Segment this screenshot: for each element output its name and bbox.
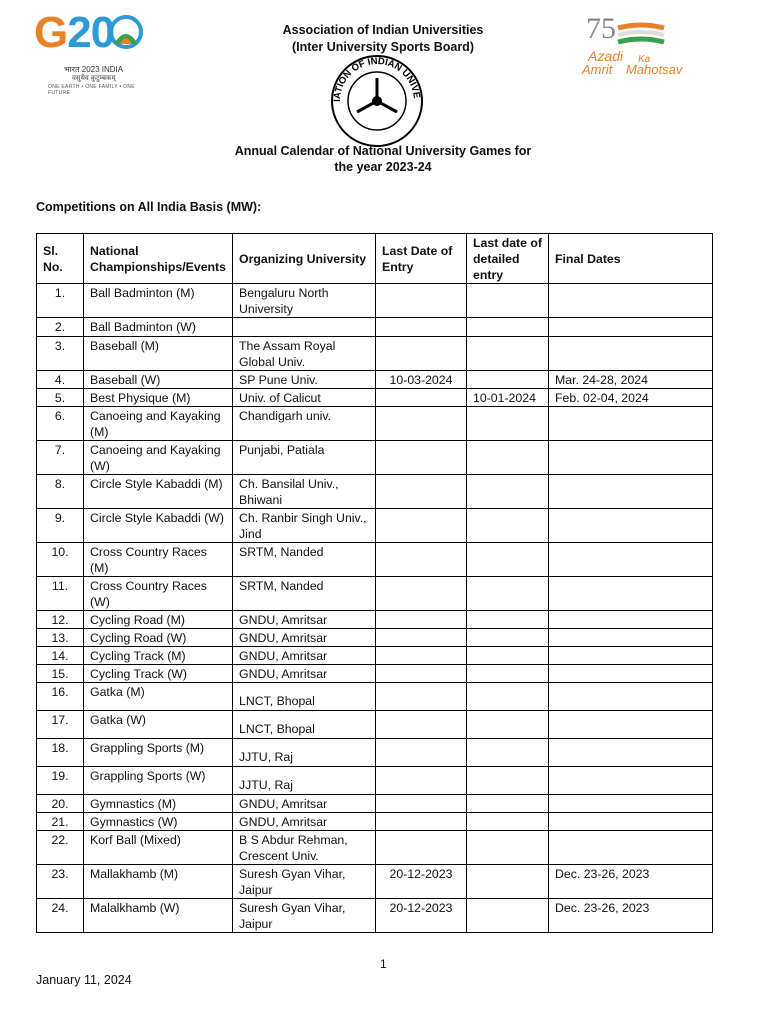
cell-event: Malalkhamb (W) [84,899,233,933]
cell-organizer: Bengaluru North University [233,284,376,318]
cell-event: Circle Style Kabaddi (M) [84,475,233,509]
table-row [37,318,713,337]
table-row [37,795,713,813]
cell-organizer: Punjabi, Patiala [233,441,376,475]
cell-last-date-entry [376,543,467,577]
table-row [37,389,713,407]
table-row [37,577,713,611]
cell-organizer: Ch. Ranbir Singh Univ., Jind [233,509,376,543]
cell-sl-no: 5. [37,389,84,407]
cell-sl-no: 8. [37,475,84,509]
cell-sl-no: 22. [37,831,84,865]
cell-last-date-entry: 20-12-2023 [376,899,467,933]
footer-date: January 11, 2024 [36,973,132,987]
cell-sl-no: 9. [37,509,84,543]
table-row [37,647,713,665]
cell-last-date-detailed [467,543,549,577]
cell-last-date-detailed [467,475,549,509]
cell-last-date-entry [376,441,467,475]
cell-sl-no: 14. [37,647,84,665]
cell-last-date-detailed [467,441,549,475]
cell-event: Korf Ball (Mixed) [84,831,233,865]
cell-last-date-detailed [467,337,549,371]
cell-final-dates [549,813,713,831]
cell-organizer: GNDU, Amritsar [233,611,376,629]
cell-last-date-entry [376,611,467,629]
cell-last-date-entry [376,831,467,865]
table-row [37,337,713,371]
cell-event: Gymnastics (W) [84,813,233,831]
cell-last-date-detailed [467,509,549,543]
cell-last-date-entry: 10-03-2024 [376,371,467,389]
table-row [37,683,713,711]
cell-last-date-detailed [467,665,549,683]
cell-event: Cross Country Races (M) [84,543,233,577]
cell-organizer: B S Abdur Rehman, Crescent Univ. [233,831,376,865]
cell-event: Cycling Road (M) [84,611,233,629]
cell-organizer: Ch. Bansilal Univ., Bhiwani [233,475,376,509]
cell-sl-no: 6. [37,407,84,441]
cell-organizer: SRTM, Nanded [233,577,376,611]
cell-organizer: JJTU, Raj [233,767,376,795]
cell-last-date-detailed [467,318,549,337]
cell-organizer: Suresh Gyan Vihar, Jaipur [233,899,376,933]
cell-sl-no: 11. [37,577,84,611]
cell-last-date-detailed [467,767,549,795]
cell-event: Ball Badminton (W) [84,318,233,337]
cell-final-dates [549,683,713,711]
cell-last-date-detailed [467,795,549,813]
cell-organizer: GNDU, Amritsar [233,795,376,813]
cell-sl-no: 10. [37,543,84,577]
cell-event: Grappling Sports (M) [84,739,233,767]
cell-final-dates: Dec. 23-26, 2023 [549,899,713,933]
svg-text:ASSOCIATION OF INDIAN UNIVERSI: IATION OF INDIAN UNIVE [331,55,422,102]
games-calendar-table [36,233,713,933]
cell-final-dates [549,665,713,683]
cell-last-date-detailed [467,629,549,647]
cell-last-date-detailed [467,284,549,318]
table-row [37,284,713,318]
cell-final-dates [549,611,713,629]
cell-organizer: GNDU, Amritsar [233,647,376,665]
cell-final-dates [549,767,713,795]
cell-last-date-detailed [467,683,549,711]
cell-sl-no: 17. [37,711,84,739]
cell-sl-no: 16. [37,683,84,711]
cell-final-dates [549,795,713,813]
cell-organizer [233,318,376,337]
g20-logo: G20 भारत 2023 INDIA वसुधैव कुटुम्बकम् ONE EARTH • ONE FAMILY • ONE FUTURE [34,8,154,90]
cell-sl-no: 19. [37,767,84,795]
cell-event: Ball Badminton (M) [84,284,233,318]
cell-last-date-detailed [467,711,549,739]
cell-organizer: Univ. of Calicut [233,389,376,407]
cell-final-dates [549,711,713,739]
cell-last-date-entry [376,683,467,711]
table-row [37,665,713,683]
cell-sl-no: 7. [37,441,84,475]
cell-event: Cycling Road (W) [84,629,233,647]
cell-sl-no: 15. [37,665,84,683]
cell-last-date-entry [376,389,467,407]
cell-last-date-entry [376,813,467,831]
cell-sl-no: 24. [37,899,84,933]
cell-last-date-entry [376,647,467,665]
cell-last-date-entry [376,665,467,683]
cell-organizer: GNDU, Amritsar [233,629,376,647]
cell-final-dates [549,284,713,318]
table-row [37,813,713,831]
cell-organizer: SP Pune Univ. [233,371,376,389]
table-row [37,371,713,389]
cell-sl-no: 13. [37,629,84,647]
cell-sl-no: 1. [37,284,84,318]
cell-last-date-entry [376,629,467,647]
cell-last-date-entry [376,577,467,611]
cell-organizer: Chandigarh univ. [233,407,376,441]
cell-organizer: Suresh Gyan Vihar, Jaipur [233,865,376,899]
cell-final-dates [549,543,713,577]
cell-last-date-entry [376,767,467,795]
header-last-date-entry: Last Date of Entry [376,234,467,284]
cell-final-dates [549,475,713,509]
cell-last-date-detailed [467,577,549,611]
table-header-row [37,234,713,284]
flag-stripes-icon [616,22,666,46]
cell-final-dates: Feb. 02-04, 2024 [549,389,713,407]
cell-sl-no: 4. [37,371,84,389]
cell-last-date-detailed [467,647,549,665]
cell-organizer: LNCT, Bhopal [233,683,376,711]
cell-last-date-entry [376,337,467,371]
org-name: Association of Indian Universities [282,23,484,37]
table-row [37,899,713,933]
cell-last-date-detailed [467,371,549,389]
cell-event: Grappling Sports (W) [84,767,233,795]
section-title: Competitions on All India Basis (MW): [36,200,262,214]
seal-emblem-icon [330,54,424,148]
header-final-dates: Final Dates [549,234,713,284]
cell-final-dates [549,407,713,441]
table-row [37,865,713,899]
cell-event: Cycling Track (M) [84,647,233,665]
table-row [37,441,713,475]
cell-last-date-entry [376,284,467,318]
cell-final-dates: Dec. 23-26, 2023 [549,865,713,899]
cell-event: Circle Style Kabaddi (W) [84,509,233,543]
cell-final-dates [549,647,713,665]
cell-organizer: GNDU, Amritsar [233,813,376,831]
cell-last-date-entry [376,509,467,543]
table-row [37,611,713,629]
cell-sl-no: 2. [37,318,84,337]
table-row [37,509,713,543]
cell-last-date-entry: 20-12-2023 [376,865,467,899]
cell-organizer: JJTU, Raj [233,739,376,767]
cell-last-date-detailed [467,865,549,899]
cell-last-date-detailed [467,813,549,831]
cell-final-dates [549,629,713,647]
cell-last-date-detailed [467,899,549,933]
cell-event: Mallakhamb (M) [84,865,233,899]
cell-sl-no: 3. [37,337,84,371]
cell-event: Canoeing and Kayaking (M) [84,407,233,441]
header-last-date-detailed: Last date of detailed entry [467,234,549,284]
cell-organizer: LNCT, Bhopal [233,711,376,739]
cell-last-date-entry [376,795,467,813]
cell-event: Best Physique (M) [84,389,233,407]
cell-event: Baseball (M) [84,337,233,371]
cell-last-date-detailed: 10-01-2024 [467,389,549,407]
cell-final-dates [549,509,713,543]
table-row [37,629,713,647]
cell-event: Gymnastics (M) [84,795,233,813]
calendar-title: Annual Calendar of National University Games for the year 2023-24 [234,144,532,174]
cell-organizer: SRTM, Nanded [233,543,376,577]
cell-sl-no: 20. [37,795,84,813]
cell-event: Cross Country Races (W) [84,577,233,611]
cell-event: Cycling Track (W) [84,665,233,683]
org-subname: (Inter University Sports Board) [292,40,474,54]
cell-last-date-detailed [467,831,549,865]
cell-sl-no: 18. [37,739,84,767]
cell-final-dates [549,577,713,611]
header-event: National Championships/Events [84,234,233,284]
cell-last-date-detailed [467,611,549,629]
cell-last-date-detailed [467,407,549,441]
table-row [37,831,713,865]
cell-sl-no: 12. [37,611,84,629]
table-row [37,543,713,577]
cell-final-dates [549,318,713,337]
cell-last-date-entry [376,711,467,739]
cell-event: Gatka (M) [84,683,233,711]
azadi-ka-amrit-mahotsav-logo: 75 Azadi Ka Amrit Mahotsav [582,12,683,77]
cell-last-date-entry [376,407,467,441]
table-row [37,739,713,767]
table-row [37,475,713,509]
cell-last-date-detailed [467,739,549,767]
cell-final-dates [549,441,713,475]
cell-final-dates [549,739,713,767]
cell-last-date-entry [376,318,467,337]
cell-final-dates: Mar. 24-28, 2024 [549,371,713,389]
aiu-seal-logo [330,54,424,148]
cell-organizer: The Assam Royal Global Univ. [233,337,376,371]
cell-sl-no: 23. [37,865,84,899]
lotus-globe-icon [106,14,146,54]
cell-organizer: GNDU, Amritsar [233,665,376,683]
header-sl-no: Sl. No. [37,234,84,284]
page-number: 1 [380,957,387,971]
cell-final-dates [549,337,713,371]
cell-event: Baseball (W) [84,371,233,389]
header-organizer: Organizing University [233,234,376,284]
table-row [37,711,713,739]
cell-last-date-entry [376,739,467,767]
cell-last-date-entry [376,475,467,509]
table-row [37,767,713,795]
organization-title [220,22,546,56]
table-row [37,407,713,441]
cell-final-dates [549,831,713,865]
cell-event: Gatka (W) [84,711,233,739]
cell-sl-no: 21. [37,813,84,831]
cell-event: Canoeing and Kayaking (W) [84,441,233,475]
